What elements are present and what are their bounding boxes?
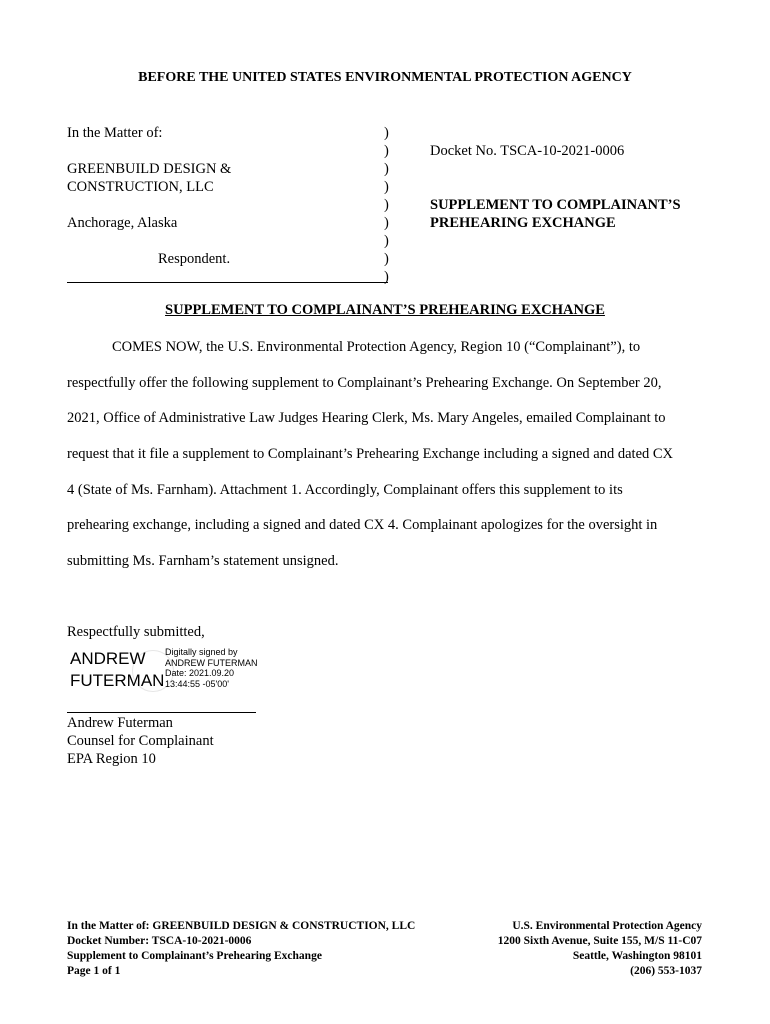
body-line-4: request that it file a supplement to Complainant’s Prehearing Exchange including a signed and dated CX (67, 446, 674, 462)
body-line-3: 2021, Office of Administrative Law Judges Hearing Clerk, Ms. Mary Angeles, emailed Complainant to (67, 410, 666, 426)
section-heading: SUPPLEMENT TO COMPLAINANT’S PREHEARING EXCHANGE (165, 302, 605, 318)
signer-title: Counsel for Complainant (67, 733, 214, 749)
caption-rule (67, 282, 388, 283)
signature-name-line-1: ANDREW (70, 649, 146, 668)
respondent-name-line-1: GREENBUILD DESIGN & (67, 161, 232, 177)
signature-rule (67, 712, 256, 713)
footer-left: In the Matter of: GREENBUILD DESIGN & CONSTRUCTION, LLC Docket Number: TSCA-10-2021-0006 Supplement to Complainant’s Prehearing Exchange Page 1 of 1 (67, 920, 416, 977)
body-line-2: respectfully offer the following supplement to Complainant’s Prehearing Exchange. On September 20, (67, 375, 662, 391)
signer-name: Andrew Futerman (67, 715, 173, 731)
doc-title-line-1: SUPPLEMENT TO COMPLAINANT’S (430, 197, 681, 213)
caption-parentheses: ) ) ) ) ) ) ) ) ) (384, 125, 389, 285)
respondent-name-line-2: CONSTRUCTION, LLC (67, 179, 214, 195)
body-line-5: 4 (State of Ms. Farnham). Attachment 1. Accordingly, Complainant offers this supplement to its (67, 482, 623, 498)
signer-org: EPA Region 10 (67, 751, 156, 767)
body-line-6: prehearing exchange, including a signed and dated CX 4. Complainant apologizes for the oversight in (67, 517, 658, 533)
body-line-7: submitting Ms. Farnham’s statement unsigned. (67, 553, 339, 569)
digital-signature-info: Digitally signed by ANDREW FUTERMAN Date: 2021.09.20 13:44:55 -05'00' (165, 647, 258, 689)
closing: Respectfully submitted, (67, 624, 205, 640)
signature-name-line-2: FUTERMAN (70, 671, 165, 690)
docket-number: Docket No. TSCA-10-2021-0006 (430, 143, 625, 159)
matter-label: In the Matter of: (67, 125, 163, 141)
body-line-1: COMES NOW, the U.S. Environmental Protection Agency, Region 10 (“Complainant”), to (112, 339, 641, 355)
respondent-role: Respondent. (158, 251, 231, 267)
document-title: BEFORE THE UNITED STATES ENVIRONMENTAL PROTECTION AGENCY (138, 70, 632, 85)
doc-title-line-2: PREHEARING EXCHANGE (430, 215, 616, 231)
respondent-location: Anchorage, Alaska (67, 215, 178, 231)
footer-right: U.S. Environmental Protection Agency 1200 Sixth Avenue, Suite 155, M/S 11-C07 Seattle, Washington 98101 (206) 553-1037 (497, 920, 702, 977)
